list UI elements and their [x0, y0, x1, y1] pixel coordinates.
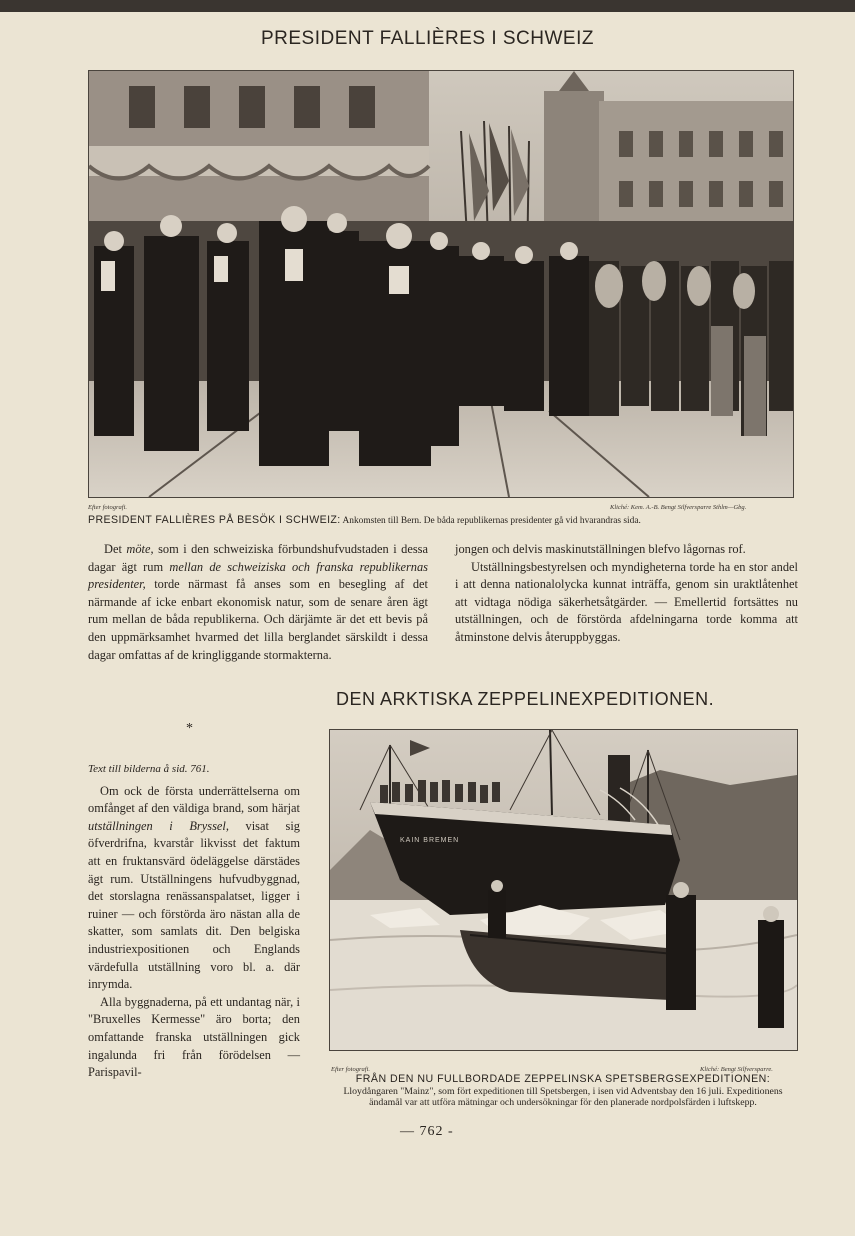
article1-text-run-3: mellan de schweiziska och franska republikernas presidenter,: [88, 559, 428, 592]
article1-left-column: [88, 541, 428, 664]
article1-right-paragraph-2: Utställningsbestyrelsen och myndigheterna torde ha en stor andel i att denna nationalolycka kunnat inträffa, genom sin uraktlåtenhet att vidtaga nödiga säkerhetsåtgärder. — Emellertid fortsättes nu utställningen, och de förstörda afdelningarna torde komma att åtminstone delvis återuppbyggas.: [455, 559, 798, 644]
article1-paragraph: [88, 541, 428, 664]
article2-text-run-2: visat sig öfverdrifna, kvarstår likvisst det faktum att en fruktansvärd ödeläggelse därstädes ägt rum. Utställningens hufvudbyggnad, det storslagna renässanspalatset, ligger i ruiner — och förstörda äro nästan alla de skatter, som samlats dit. Den belgiska industriexpositionen och Englands värdefulla utställning voro bl. a. där inrymda.: [88, 818, 301, 992]
ship-name-text: KAIN BREMEN: [400, 837, 460, 844]
photo1-caption: [88, 514, 798, 526]
photo1-credit-left: Efter fotografi.: [88, 504, 127, 511]
page-number: — 762 -: [400, 1124, 454, 1139]
photo1-credit-right: Kliché: Kem. A.-B. Bengt Silfversparre Sthlm—Gbg.: [610, 504, 747, 511]
photo2-caption-text: Lloydångaren "Mainz", som fört expeditionen till Spetsbergen, i isen vid Adventsbay den 16 juli. Expeditionens ändamål var att utföra mätningar och undersökningar för den planerade nordpolsfärden i luftskepp.: [343, 1086, 783, 1108]
photo2-credit-right: Kliché: Bengt Silfversparre.: [700, 1066, 773, 1073]
article2-column: [88, 761, 300, 1082]
article1-text-run-4: torde närmast få anses som en besegling af det närmande af icke enbart ekonomisk natur, som de senare åren ägt rum mellan de båda republikerna. Och därjämte är det ett bevis på den uppmärksamhet hvarmed det lilla berglandet särskildt i dessa dagar omfattas af de kringliggande stormakterna.: [88, 577, 428, 662]
photo-ship-in-ice: [329, 729, 798, 1051]
article1-right-column: [455, 541, 798, 647]
article2-paragraph-1: [88, 783, 300, 994]
photo2-caption: [329, 1074, 797, 1108]
section-separator: *: [186, 721, 193, 736]
article1-text-run-0: Det: [104, 542, 127, 556]
article2-text-reference: Text till bilderna å sid. 761.: [88, 763, 210, 775]
photo1-caption-text: Ankomsten till Bern. De båda republikernas presidenter gå vid hvarandras sida.: [342, 516, 641, 526]
page-header-title: PRESIDENT FALLIÈRES I SCHWEIZ: [260, 28, 594, 49]
section-title-zeppelin: DEN ARKTISKA ZEPPELINEXPEDITIONEN.: [336, 689, 715, 709]
photo-presidents-procession: [88, 70, 794, 498]
scan-edge: [0, 0, 855, 12]
article2-text-run-1: utställningen i Bryssel,: [88, 818, 229, 833]
article1-text-run-1: möte,: [126, 542, 154, 556]
article2-text-run-0: Om ock de första underrättelserna om omfånget af den väldiga brand, som härjat: [88, 783, 300, 816]
photo2-credit-left: Efter fotografi.: [331, 1066, 370, 1073]
article1-right-paragraph-1: jongen och delvis maskinutställningen blefvo lågornas rof.: [455, 542, 746, 556]
photo1-caption-title: PRESIDENT FALLIÈRES PÅ BESÖK I SCHWEIZ:: [88, 514, 341, 526]
article1-text-run-2: som i den schweiziska förbundshufvudstaden i dessa dagar ägt rum: [88, 542, 428, 574]
photo2-caption-title: FRÅN DEN NU FULLBORDADE ZEPPELINSKA SPETSBERGSEXPEDITIONEN:: [355, 1073, 771, 1085]
article2-paragraph-2: Alla byggnaderna, på ett undantag när, i "Bruxelles Kermesse" äro borta; den omfattande franska utställningen gick ingalunda fri från förödelsen — Parispavil-: [88, 994, 300, 1080]
